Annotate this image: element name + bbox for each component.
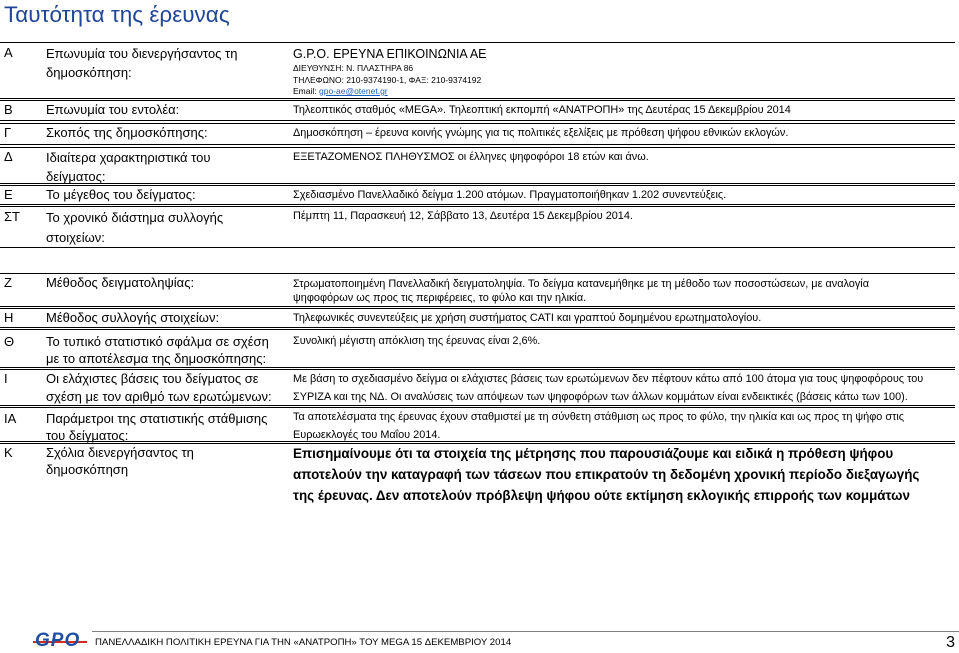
table-row-z [0,273,955,307]
row-label: Επωνυμία του εντολέα: [46,102,180,117]
table-row-k [0,443,955,513]
table-row-st [0,206,955,248]
row-letter: Ζ [4,275,12,290]
row-value: ΕΞΕΤΑΖΟΜΕΝΟΣ ΠΛΗΘΥΣΜΟΣ οι έλληνες ψηφοφόροι 18 ετών και άνω. [293,151,649,163]
company-email [293,86,487,98]
row-label: Μέθοδος συλλογής στοιχείων: [46,310,220,325]
row-label: Το τυπικό στατιστικό σφάλμα σε σχέση με το αποτέλεσμα της δημοσκόπησης: [46,334,269,366]
row-letter: Ε [4,187,13,202]
table-row-d [0,147,955,184]
gpo-logo [33,631,89,653]
row-value: Με βάση το σχεδιασμένο δείγμα οι ελάχιστες βάσεις των ερωτώμενων δεν πέφτουν κάτω από 100 άτομα για τους ψηφοφόρους του ΣΥΡΙΖΑ και της ΝΔ. Οι αναλύσεις των απόψεων των ψηφοφόρων των άλλων κομμάτων είναι ενδεικτικές (βάσεις κάτω των 100). [293,373,924,403]
row-letter: Κ [4,445,13,460]
row-letter: Δ [4,149,13,164]
footer-text: ΠΑΝΕΛΛΑΔΙΚΗ ΠΟΛΙΤΙΚΗ ΕΡΕΥΝΑ ΓΙΑ ΤΗΝ «ΑΝΑΤΡΟΠΗ» ΤΟΥ MEGA 15 ΔΕΚΕΜΒΡΙΟΥ 2014 [95,637,512,648]
row-value: Στρωματοποιημένη Πανελλαδική δειγματοληψία. Το δείγμα κατανεμήθηκε με τη μέθοδο των ποσοστώσεων, με αναλογία ψηφοφόρων ως προς τις περιφέρειες, το φύλο και την ηλικία. [293,278,869,304]
email-label: Email: [293,86,319,96]
logo-text: GPO [35,630,81,651]
row-label: Ιδιαίτερα χαρακτηριστικά του δείγματος: [46,150,211,184]
row-value: Δημοσκόπηση – έρευνα κοινής γνώμης για τις πολιτικές εξελίξεις με πρόθεση ψήφου εθνικών εκλογών. [293,127,789,139]
footer-divider [92,631,959,632]
email-link[interactable]: gpo-ae@otenet.gr [318,86,388,96]
row-letter: Ι [4,371,8,386]
row-letter: Γ [4,125,12,140]
row-label: Το χρονικό διάστημα συλλογής στοιχείων: [46,210,224,245]
company-name: G.P.O. ΕΡΕΥΝΑ ΕΠΙΚΟΙΝΩΝΙΑ ΑΕ [293,47,487,61]
row-value: Τηλεοπτικός σταθμός «MEGA». Τηλεοπτική εκπομπή «ΑΝΑΤΡΟΠΗ» της Δευτέρας 15 Δεκεμβρίου 2014 [293,104,791,116]
page-number: 3 [946,634,955,651]
table-row-i [0,369,955,406]
table-row-b [0,100,955,121]
table-row-e [0,185,955,205]
row-label: Παράμετροι της στατιστικής στάθμισης του δείγματος: [46,411,268,443]
table-row-th [0,329,955,368]
company-address: ΔΙΕΥΘΥΝΣΗ: Ν. ΠΛΑΣΤΗΡΑ 86 [293,63,414,73]
row-label: Σκοπός της δημοσκόπησης: [46,125,208,140]
row-value: Σχεδιασμένο Πανελλαδικό δείγμα 1.200 ατόμων. Πραγματοποιήθηκαν 1.202 συνεντεύξεις. [293,189,727,201]
table-row-a [0,42,955,99]
row-value: Συνολική μέγιστη απόκλιση της έρευνας είναι 2,6%. [293,335,541,347]
row-value: Τηλεφωνικές συνεντεύξεις με χρήση συστήματος CATI και γραπτού δομημένου ερωτηματολογίου. [293,312,762,324]
row-letter: Η [4,310,14,325]
table-row-ia [0,407,955,442]
row-letter: Β [4,102,13,117]
row-letter: ΙΑ [4,411,17,426]
page-title: Ταυτότητα της έρευνας [4,2,230,27]
row-letter: Θ [4,334,15,349]
row-label: Επωνυμία του διενεργήσαντος τη δημοσκόπηση: [46,46,238,80]
table-row-h [0,308,955,328]
company-phone: ΤΗΛΕΦΩΝΟ: 210-9374190-1, ΦΑΞ: 210-9374192 [293,74,482,85]
row-value-comments: Επισημαίνουμε ότι τα στοιχεία της μέτρησης που παρουσιάζουμε και ειδικά η πρόθεση ψήφου αποτελούν την καταγραφή των τάσεων που επικρατούν τη δεδομένη χρονική περίοδο διεξαγωγής της έρευνας. Δεν αποτελούν πρόβλεψη ψήφου ούτε εκτίμηση εκλογικής επιρροής των κομμάτων [293,446,920,503]
row-label: Σχόλια διενεργήσαντος τη δημοσκόπηση [46,445,194,477]
row-value: Τα αποτελέσματα της έρευνας έχουν σταθμιστεί με τη σύνθετη στάθμιση ως προς το φύλο, την ηλικία και ως προς τη ψήφο στις Ευρωεκλογές του Μαΐου 2014. [293,411,905,441]
row-value: Πέμπτη 11, Παρασκευή 12, Σάββατο 13, Δευτέρα 15 Δεκεμβρίου 2014. [293,210,633,222]
row-label: Το μέγεθος του δείγματος: [46,187,196,202]
row-label: Οι ελάχιστες βάσεις του δείγματος σε σχέση με τον αριθμό των ερωτώμενων: [46,371,272,404]
company-info [293,45,487,98]
row-label: Μέθοδος δειγματοληψίας: [46,275,195,290]
table-row-g [0,123,955,145]
row-letter: Α [4,45,13,60]
row-letter: ΣΤ [4,209,20,224]
